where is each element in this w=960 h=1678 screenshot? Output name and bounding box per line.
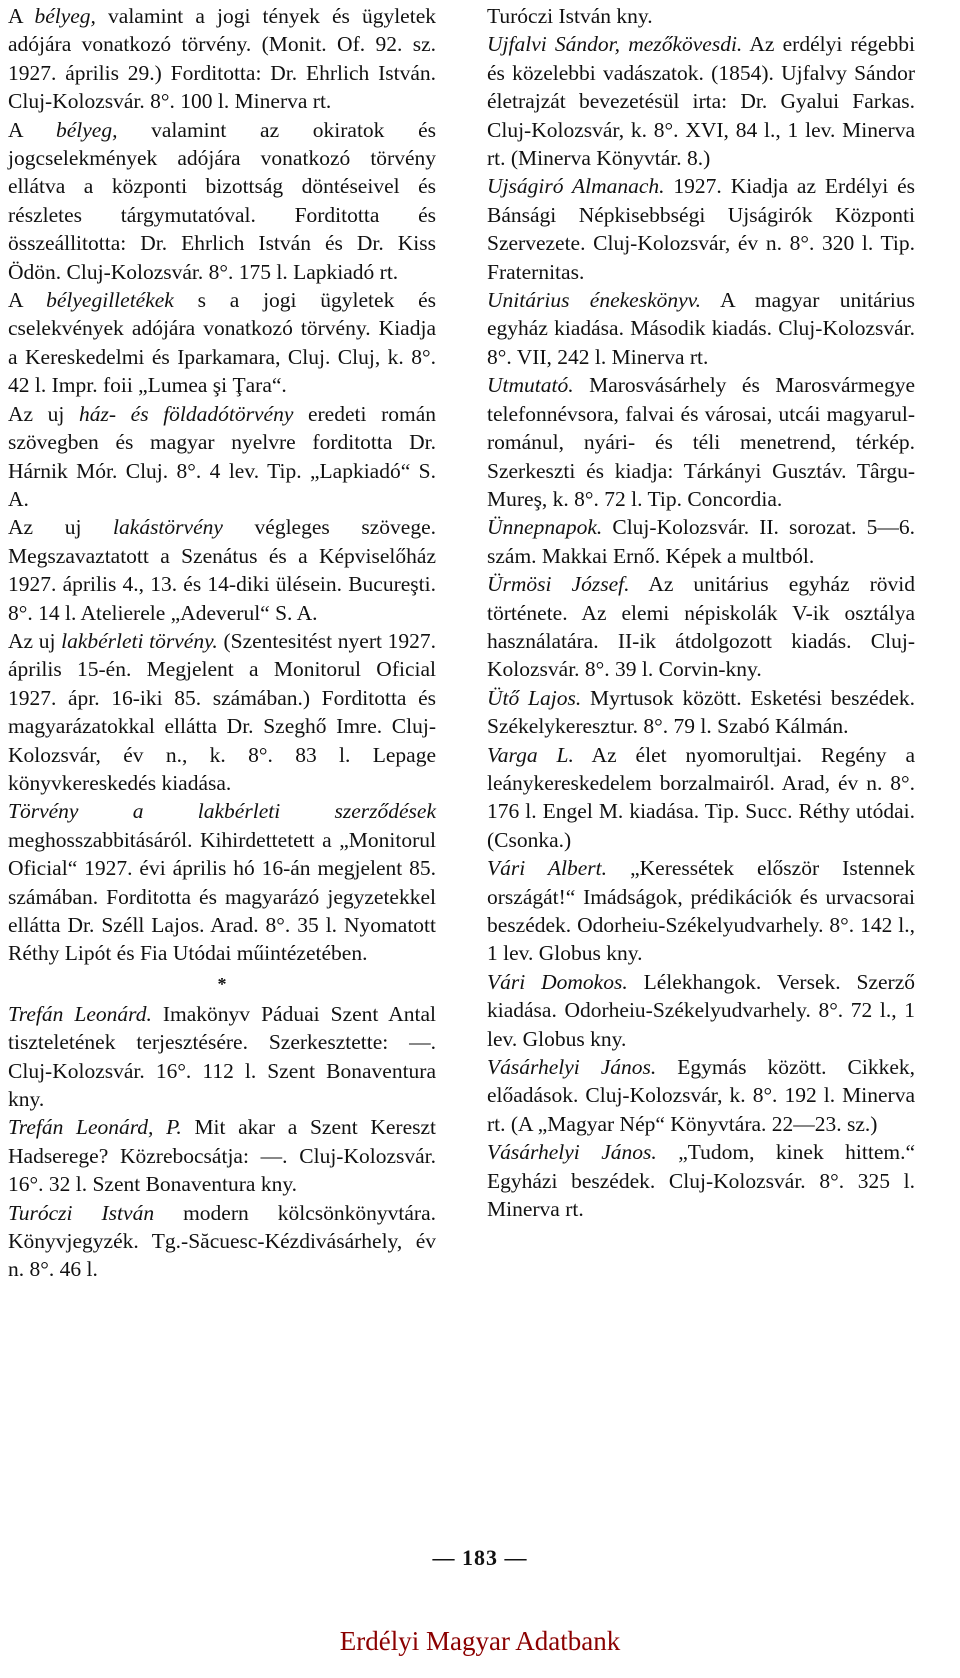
right-column (487, 2, 915, 1223)
entry: Törvény a lakbérleti szerződések meghosszabbitásáról. Kihirdettetett a „Monitorul Oficial“ 1927. évi április hó 16-án megjelent 85. számában. Forditotta és magyarázó jegyzetekkel ellátta Dr. Széll Lajos. Arad. 8°. 35 l. Nyomatott Réthy Lipót és Fia Utódai műintézetében. (8, 799, 436, 966)
entry: A bélyeg, valamint a jogi tények és ügyletek adójára vonatkozó törvény. (Monit. Of. 92. sz. 1927. április 29.) Forditotta: Dr. Ehrlich István. Cluj-Kolozsvár. 8°. 100 l. Minerva rt. (8, 4, 436, 114)
entry: Az uj ház- és földadótörvény eredeti román szövegben és magyar nyelvre forditotta Dr. Hárnik Mór. Cluj. 8°. 4 lev. Tip. „Lapkiadó“ S. A. (8, 401, 436, 511)
entry: Vári Albert. „Keressétek először Istennek országát!“ Imádságok, prédikációk és urvacsorai beszédek. Odorheiu-Székelyudvarhely. 8°. 142 l., 1 lev. Globus kny. (487, 856, 916, 966)
entry: Turóczi István modern kölcsönkönyvtára. Könyvjegyzék. Tg.-Săcuesc-Kézdivásárhely, év n. 8°. 46 l. (8, 1200, 436, 1282)
page-number: — 183 — (432, 1545, 528, 1570)
entry: A bélyeg, valamint az okiratok és jogcselekmények adójára vonatkozó törvény ellátva a központi bizottság döntéseivel és részletes tárgymutatóval. Forditotta és összeállitotta: Dr. Ehrlich István és Dr. Kiss Ödön. Cluj-Kolozsvár. 8°. 175 l. Lapkiadó rt. (8, 117, 436, 284)
entry: Utmutató. Marosvásárhely és Marosvármegye telefonnévsora, falvai és városai, utcái magyarul-románul, nyári- és téli menetrend, térkép. Szerkeszti és kiadja: Tárkányi Gusztáv. Târgu-Mureş, k. 8°. 72 l. Tip. Concordia. (487, 373, 915, 511)
footer-watermark: Erdélyi Magyar Adatbank (339, 1626, 621, 1656)
entry: Unitárius énekeskönyv. A magyar unitárius egyház kiadása. Második kiadás. Cluj-Kolozsvár. 8°. VII, 242 l. Minerva rt. (487, 288, 915, 369)
left-column (8, 2, 436, 1284)
entry: A bélyegilletékek s a jogi ügyletek és cselekvények adójára vonatkozó törvény. Kiadja a Kereskedelmi és Iparkamara, Cluj. Cluj, k. 8°. 42 l. Impr. foii „Lumea şi Ţara“. (8, 288, 436, 398)
entry: Varga L. Az élet nyomorultjai. Regény a leánykereskedelem borzalmairól. Arad, év n. 8°. 176 l. Engel M. kiadása. Tip. Succ. Réthy utódai. (Csonka.) (487, 742, 916, 852)
entry: Az uj lakástörvény végleges szövege. Megszavaztatott a Szenátus és a Képviselőház 1927. április 4., 13. és 14-diki ülésein. Bucureşti. 8°. 14 l. Atelierele „Adeverul“ S. A. (8, 515, 436, 625)
entry: Ürmösi József. Az unitárius egyház rövid története. Az elemi népiskolák V-ik osztálya használatára. II-ik átdolgozott kiadás. Cluj-Kolozsvár. 8°. 39 l. Corvin-kny. (487, 572, 915, 682)
section-separator: * (217, 973, 227, 994)
entry: Turóczi István kny. (487, 4, 653, 28)
entry: Trefán Leonárd. Imakönyv Páduai Szent Antal tiszteletének terjesztésére. Szerkesztette: —. Cluj-Kolozsvár. 16°. 112 l. Szent Bonaventura kny. (8, 1001, 436, 1112)
entry: Ünnepnapok. Cluj-Kolozsvár. II. sorozat. 5—6. szám. Makkai Ernő. Képek a multból. (487, 515, 915, 568)
entry: Ujságiró Almanach. 1927. Kiadja az Erdélyi és Bánsági Népkisebbségi Ujságirók Központi Szervezete. Cluj-Kolozsvár, év n. 8°. 320 l. Tip. Fraternitas. (487, 174, 915, 284)
entry: Vásárhelyi János. „Tudom, kinek hittem.“ Egyházi beszédek. Cluj-Kolozsvár. 8°. 325 l. Minerva rt. (487, 1140, 915, 1222)
entry: Az uj lakbérleti törvény. (Szentesitést nyert 1927. április 15-én. Megjelent a Monitorul Oficial 1927. ápr. 16-iki 85. számában.) Forditotta és magyarázatokkal ellátta Dr. Szeghő Imre. Cluj-Kolozsvár, év n., k. 8°. 83 l. Lepage könyvkereskedés kiadása. (8, 628, 436, 795)
entry: Ujfalvi Sándor, mezőkövesdi. Az erdélyi régebbi és közelebbi vadászatok. (1854). Ujfalvy Sándor életrajzát bevezetésül irta: Dr. Gyalui Farkas. Cluj-Kolozsvár, k. 8°. XVI, 84 l., 1 lev. Minerva rt. (Minerva Könyvtár. 8.) (487, 32, 915, 171)
entry: Vári Domokos. Lélekhangok. Versek. Szerző kiadása. Odorheiu-Székelyudvarhely. 8°. 72 l., 1 lev. Globus kny. (487, 969, 915, 1051)
entry: Ütő Lajos. Myrtusok között. Esketési beszédek. Székelykeresztur. 8°. 79 l. Szabó Kálmán. (487, 685, 915, 739)
entry: Trefán Leonárd, P. Mit akar a Szent Kereszt Hadserege? Közrebocsátja: —. Cluj-Kolozsvár. 16°. 32 l. Szent Bonaventura kny. (8, 1115, 436, 1197)
entry: Vásárhelyi János. Egymás között. Cikkek, előadások. Cluj-Kolozsvár, k. 8°. 192 l. Minerva rt. (A „Magyar Nép“ Könyvtára. 22—23. sz.) (487, 1055, 915, 1136)
